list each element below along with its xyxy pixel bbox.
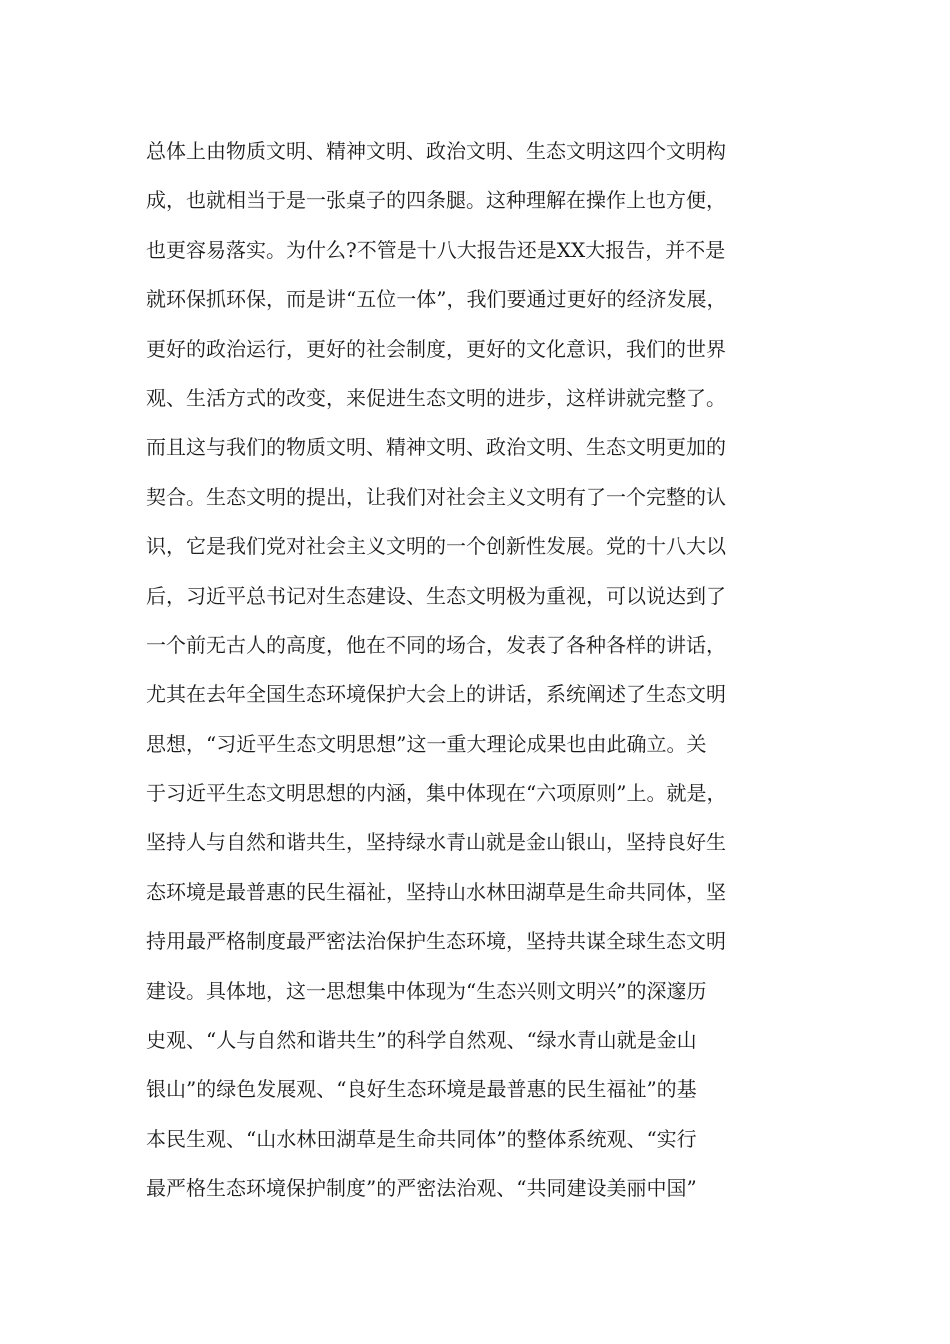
- text-line: 态环境是最普惠的民生福祉，坚持山水林田湖草是生命共同体，坚: [146, 879, 726, 904]
- text-line: 成，也就相当于是一张桌子的四条腿。这种理解在操作上也方便，: [146, 188, 726, 213]
- text-line: 于习近平生态文明思想的内涵，集中体现在“六项原则”上。就是，: [146, 781, 727, 806]
- text-line: 更好的政治运行，更好的社会制度，更好的文化意识，我们的世界: [146, 336, 726, 361]
- text-line: 总体上由物质文明、精神文明、政治文明、生态文明这四个文明构: [146, 139, 726, 163]
- text-line: 最严格生态环境保护制度”的严密法治观、“共同建设美丽中国”: [146, 1176, 697, 1201]
- text-line: 建设。具体地，这一思想集中体现为“生态兴则文明兴”的深邃历: [146, 978, 707, 1003]
- text-line: 也更容易落实。为什么?不管是十八大报告还是XX大报告，并不是: [146, 237, 726, 262]
- body-text: [146, 133, 806, 1220]
- text-line: 坚持人与自然和谐共生，坚持绿水青山就是金山银山，坚持良好生: [146, 830, 726, 855]
- text-line: 识，它是我们党对社会主义文明的一个创新性发展。党的十八大以: [146, 534, 726, 559]
- text-line: 银山”的绿色发展观、“良好生态环境是最普惠的民生福祉”的基: [146, 1077, 697, 1102]
- text-line: 观、生活方式的改变，来促进生态文明的进步，这样讲就完整了。: [146, 385, 726, 410]
- text-line: 思想，“习近平生态文明思想”这一重大理论成果也由此确立。关: [146, 731, 707, 756]
- text-line: 后，习近平总书记对生态建设、生态文明极为重视，可以说达到了: [146, 583, 726, 608]
- text-line: 而且这与我们的物质文明、精神文明、政治文明、生态文明更加的: [146, 435, 726, 460]
- text-line: 持用最严格制度最严密法治保护生态环境，坚持共谋全球生态文明: [146, 929, 726, 954]
- text-line: 契合。生态文明的提出，让我们对社会主义文明有了一个完整的认: [146, 484, 726, 509]
- text-line: 就环保抓环保，而是讲“五位一体”，我们要通过更好的经济发展，: [146, 287, 727, 312]
- text-line: 本民生观、“山水林田湖草是生命共同体”的整体系统观、“实行: [146, 1126, 697, 1151]
- text-line: 尤其在去年全国生态环境保护大会上的讲话，系统阐述了生态文明: [146, 682, 726, 707]
- text-line: 史观、“人与自然和谐共生”的科学自然观、“绿水青山就是金山: [146, 1028, 697, 1053]
- text-line: 一个前无古人的高度，他在不同的场合，发表了各种各样的讲话，: [146, 632, 726, 657]
